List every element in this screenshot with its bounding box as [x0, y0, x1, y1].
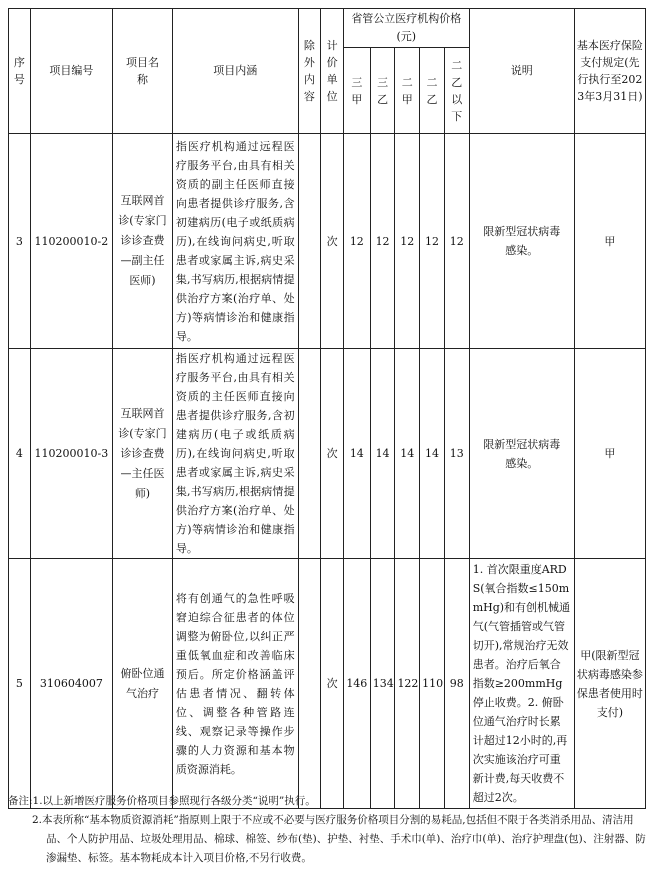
cell-unit: 次 — [321, 559, 344, 809]
cell-name: 互联网首诊(专家门诊诊查费—主任医师) — [113, 349, 173, 559]
cell-exclusions — [298, 349, 321, 559]
header-code: 项目编号 — [30, 9, 112, 134]
header-content: 项目内涵 — [172, 9, 298, 134]
cell-insurance: 甲 — [574, 134, 645, 349]
cell-price: 13 — [444, 349, 469, 559]
header-insurance: 基本医疗保险支付规定(先行执行至2023年3月31日) — [574, 9, 645, 134]
header-price-level: 二甲 — [395, 48, 420, 134]
note-2: 2.本表所称“基本物质资源消耗”指原则上限于不应或不必要与医疗服务价格项目分割的易耗品,包括但不限于各类消杀用品、清洁用品、个人防护用品、垃圾处理用品、棉球、棉签、纱布(垫)、护垫、衬垫、手术巾(单)、治疗巾(单)、治疗护理盘(包)、注射器、防渗漏垫、标签。基本物耗成本计入项目价格,不另行收费。 — [32, 814, 646, 864]
cell-price: 14 — [395, 349, 420, 559]
cell-code: 110200010-3 — [30, 349, 112, 559]
cell-price: 12 — [444, 134, 469, 349]
cell-price: 134 — [370, 559, 395, 809]
note-1: 备注:1.以上新增医疗服务价格项目参照现行各级分类“说明”执行。 — [8, 795, 316, 807]
header-price-level: 二乙以下 — [444, 48, 469, 134]
cell-content: 指医疗机构通过远程医疗服务平台,由具有相关资质的主任医师直接向患者提供诊疗服务,含初建病历(电子或纸质病历),在线询问病史,听取患者或家属主诉,病史采集,书写病历,根据病情提供治疗方案(治疗单、处方)等病情诊治和健康指导。 — [172, 349, 298, 559]
cell-seq: 3 — [9, 134, 31, 349]
header-unit: 计价单位 — [321, 9, 344, 134]
cell-content: 将有创通气的急性呼吸窘迫综合征患者的体位调整为俯卧位,以纠正严重低氧血症和改善临床预后。所定价格涵盖评估患者情况、翻转体位、调整各种管路连线、观察记录等操作步骤的人力资源和基本物质资源消耗。 — [172, 559, 298, 809]
cell-price: 146 — [343, 559, 370, 809]
cell-exclusions — [298, 559, 321, 809]
cell-exclusions — [298, 134, 321, 349]
cell-code: 310604007 — [30, 559, 112, 809]
cell-seq: 4 — [9, 349, 31, 559]
cell-seq: 5 — [9, 559, 31, 809]
cell-unit: 次 — [321, 349, 344, 559]
header-price-group: 省管公立医疗机构价格(元) — [343, 9, 469, 48]
header-price-level: 三乙 — [370, 48, 395, 134]
price-table-container — [8, 8, 646, 809]
cell-description: 限新型冠状病毒感染。 — [469, 349, 574, 559]
cell-price: 12 — [343, 134, 370, 349]
cell-price: 12 — [420, 134, 445, 349]
cell-description: 限新型冠状病毒感染。 — [469, 134, 574, 349]
table-row — [9, 559, 646, 809]
table-row — [9, 134, 646, 349]
cell-price: 12 — [370, 134, 395, 349]
cell-price: 110 — [420, 559, 445, 809]
header-seq: 序号 — [9, 9, 31, 134]
cell-code: 110200010-2 — [30, 134, 112, 349]
cell-insurance: 甲(限新型冠状病毒感染参保患者使用时支付) — [574, 559, 645, 809]
header-price-level: 三甲 — [343, 48, 370, 134]
table-row — [9, 349, 646, 559]
cell-name: 俯卧位通气治疗 — [113, 559, 173, 809]
cell-price: 14 — [370, 349, 395, 559]
header-name: 项目名称 — [113, 9, 173, 134]
cell-price: 14 — [420, 349, 445, 559]
cell-insurance: 甲 — [574, 349, 645, 559]
cell-name: 互联网首诊(专家门诊诊查费—副主任医师) — [113, 134, 173, 349]
cell-price: 12 — [395, 134, 420, 349]
price-table — [8, 8, 646, 809]
header-description: 说明 — [469, 9, 574, 134]
cell-description: 1. 首次限重度ARDS(氧合指数≤150mmHg)和有创机械通气(气管插管或气管切开),常规治疗无效患者。治疗后氧合指数≥200mmHg停止收费。2. 俯卧位通气治疗时长累计超过12小时的,再次实施该治疗可重新计费,每天收费不超过2次。 — [469, 559, 574, 809]
cell-price: 14 — [343, 349, 370, 559]
header-price-level: 二乙 — [420, 48, 445, 134]
cell-price: 122 — [395, 559, 420, 809]
header-exclusions: 除外内容 — [298, 9, 321, 134]
cell-content: 指医疗机构通过远程医疗服务平台,由具有相关资质的副主任医师直接向患者提供诊疗服务,含初建病历(电子或纸质病历),在线询问病史,听取患者或家属主诉,病史采集,书写病历,根据病情提供治疗方案(治疗单、处方)等病情诊治和健康指导。 — [172, 134, 298, 349]
cell-unit: 次 — [321, 134, 344, 349]
notes — [8, 792, 646, 868]
cell-price: 98 — [444, 559, 469, 809]
